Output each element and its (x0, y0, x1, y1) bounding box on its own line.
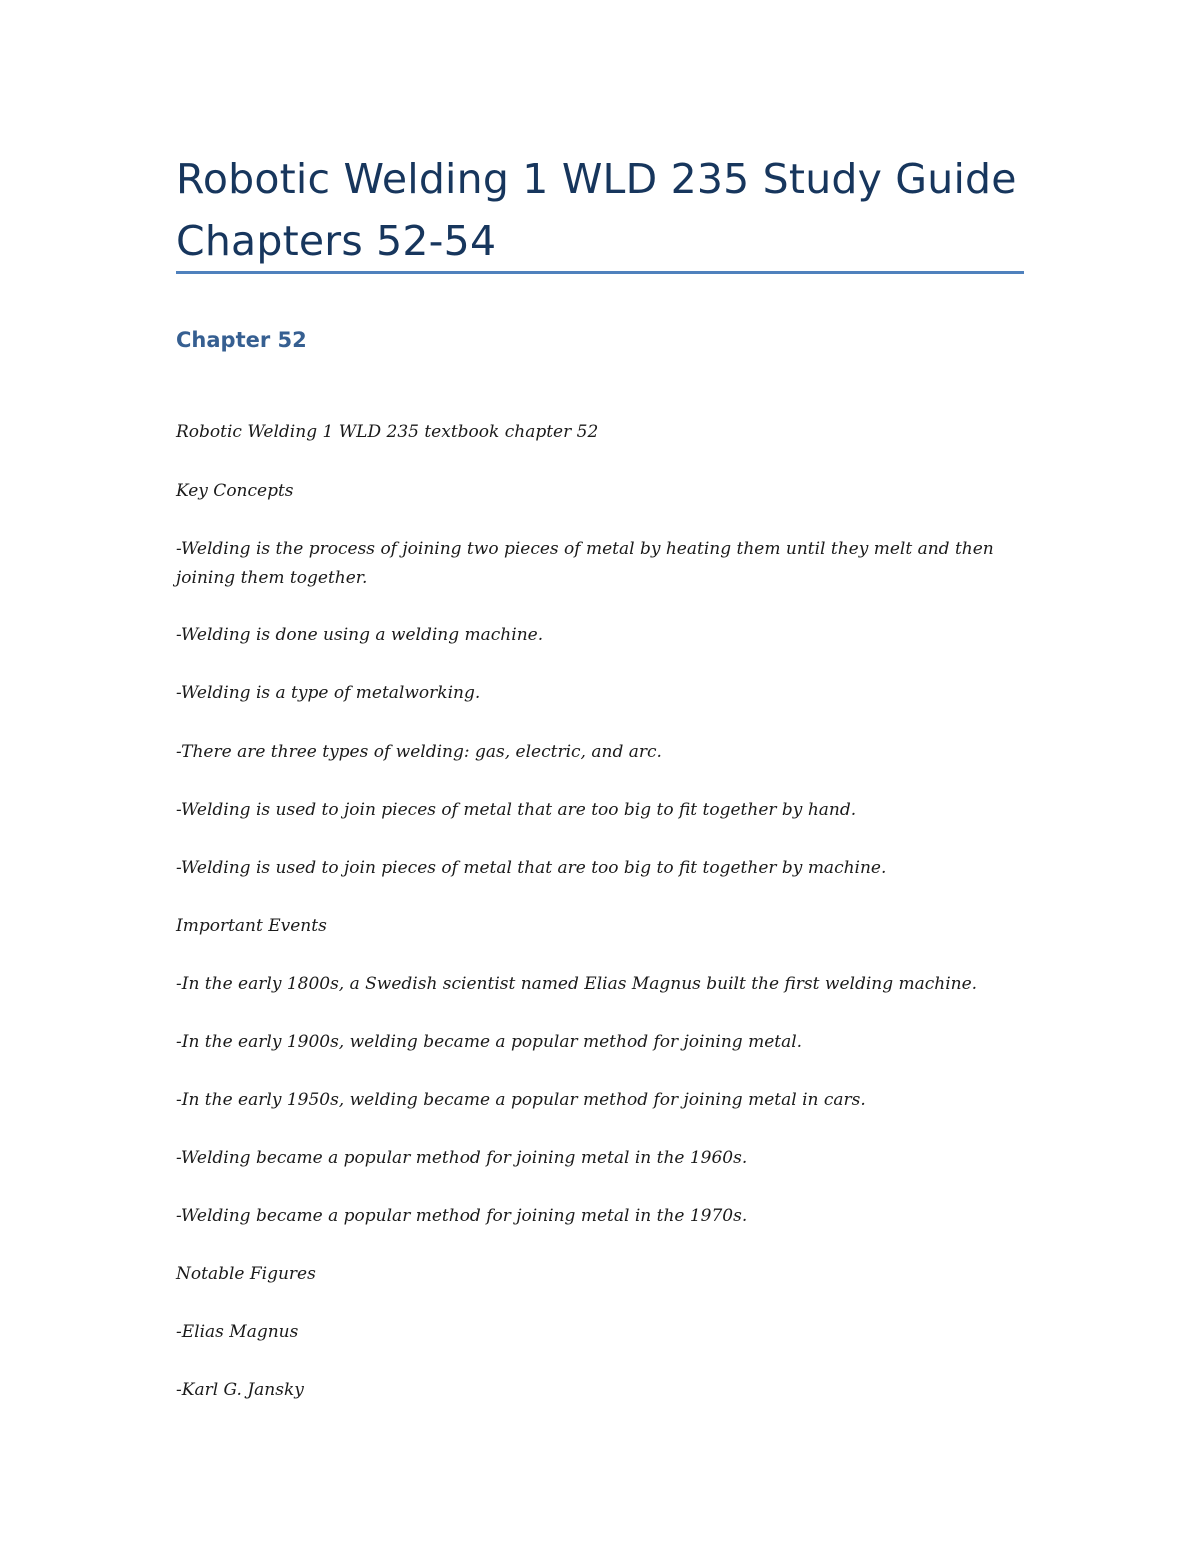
key-concept-item: -Welding is used to join pieces of metal that are too big to fit together by machine. (176, 858, 887, 878)
key-concept-item: -Welding is a type of metalworking. (176, 683, 481, 703)
event-item: -In the early 1950s, welding became a popular method for joining metal in cars. (176, 1090, 866, 1110)
event-item: -Welding became a popular method for joining metal in the 1960s. (176, 1148, 748, 1168)
key-concept-item: -There are three types of welding: gas, electric, and arc. (176, 742, 662, 762)
chapter-heading: Chapter 52 (176, 328, 307, 352)
key-concept-item: -Welding is done using a welding machine. (176, 625, 544, 645)
textbook-reference: Robotic Welding 1 WLD 235 textbook chapter 52 (176, 422, 599, 442)
key-concept-item: -Welding is the process of joining two pieces of metal by heating them until they melt and then joining them together. (176, 539, 994, 588)
section-heading-notable-figures: Notable Figures (176, 1264, 316, 1284)
section-heading-key-concepts: Key Concepts (176, 481, 294, 501)
section-heading-important-events: Important Events (176, 916, 327, 936)
event-item: -In the early 1900s, welding became a popular method for joining metal. (176, 1032, 803, 1052)
key-concept-item: -Welding is used to join pieces of metal that are too big to fit together by hand. (176, 800, 857, 820)
event-item: -In the early 1800s, a Swedish scientist named Elias Magnus built the first welding machine. (176, 974, 978, 994)
document-title: Robotic Welding 1 WLD 235 Study Guide Chapters 52-54 (176, 155, 1017, 265)
figure-item: -Elias Magnus (176, 1322, 299, 1342)
figure-item: -Karl G. Jansky (176, 1380, 304, 1400)
title-underline-rule (176, 271, 1024, 274)
event-item: -Welding became a popular method for joining metal in the 1970s. (176, 1206, 748, 1226)
